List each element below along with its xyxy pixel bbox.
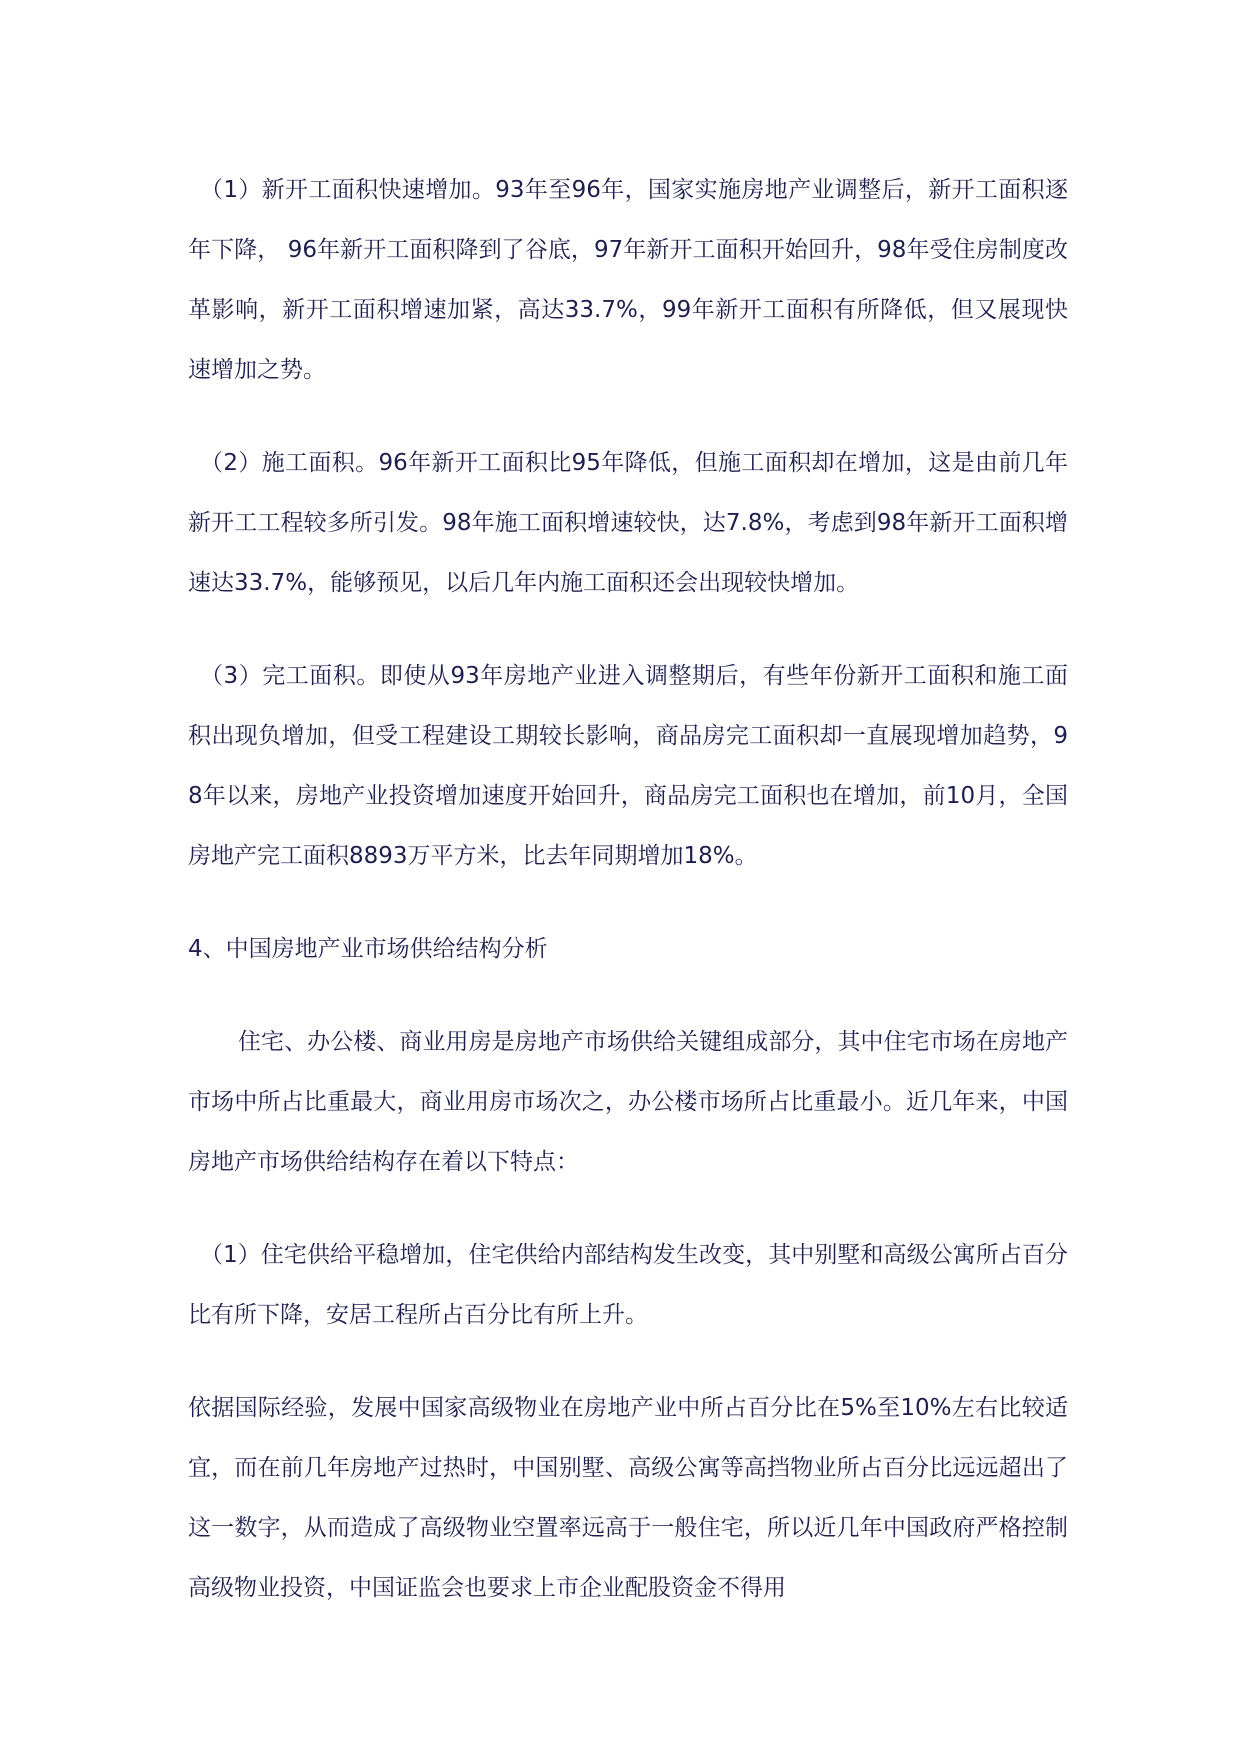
paragraph-international-experience: 依据国际经验，发展中国家高级物业在房地产业中所占百分比在5%至10%左右比较适宜，而在前几年房地产过热时，中国别墅、高级公寓等高挡物业所占百分比远远超出了这一数字，从而造成了高级物业空置率远高于一般住宅，所以近几年中国政府严格控制高级物业投资，中国证监会也要求上市企业配股资金不得用 <box>188 1395 1068 1601</box>
paragraph-housing-supply: （1）住宅供给平稳增加，住宅供给内部结构发生改变，其中别墅和高级公寓所占百分比有所下降，安居工程所占百分比有所上升。 <box>188 1242 1068 1328</box>
paragraph-supply-structure-intro: 住宅、办公楼、商业用房是房地产市场供给关键组成部分，其中住宅市场在房地产市场中所占比重最大，商业用房市场次之，办公楼市场所占比重最小。近几年来，中国房地产市场供给结构存在着以下特点： <box>188 1029 1068 1175</box>
paragraph-spacer <box>188 1192 1068 1225</box>
paragraph-spacer <box>188 400 1068 433</box>
section-heading: 4、中国房地产业市场供给结构分析 <box>188 936 548 962</box>
paragraph-spacer <box>188 979 1068 1012</box>
paragraph-spacer <box>188 1345 1068 1378</box>
paragraph-completed-area: （3）完工面积。即使从93年房地产业进入调整期后，有些年份新开工面积和施工面积出现负增加，但受工程建设工期较长影响，商品房完工面积却一直展现增加趋势，98年以来，房地产业投资增加速度开始回升，商品房完工面积也在增加，前10月，全国房地产完工面积8893万平方米，比去年同期增加18%。 <box>188 663 1068 869</box>
paragraph-spacer <box>188 886 1068 919</box>
paragraph-new-construction-area: （1）新开工面积快速增加。93年至96年，国家实施房地产业调整后，新开工面积逐年下降， 96年新开工面积降到了谷底，97年新开工面积开始回升，98年受住房制度改革影响，新开工面积增速加紧，高达33.7%，99年新开工面积有所降低，但又展现快速增加之势。 <box>188 177 1068 383</box>
paragraph-construction-area: （2）施工面积。96年新开工面积比95年降低，但施工面积却在增加，这是由前几年新开工工程较多所引发。98年施工面积增速较快，达7.8%，考虑到98年新开工面积增速达33.7%，能够预见，以后几年内施工面积还会出现较快增加。 <box>188 450 1068 596</box>
document-body <box>188 160 1068 1618</box>
paragraph-spacer <box>188 613 1068 646</box>
